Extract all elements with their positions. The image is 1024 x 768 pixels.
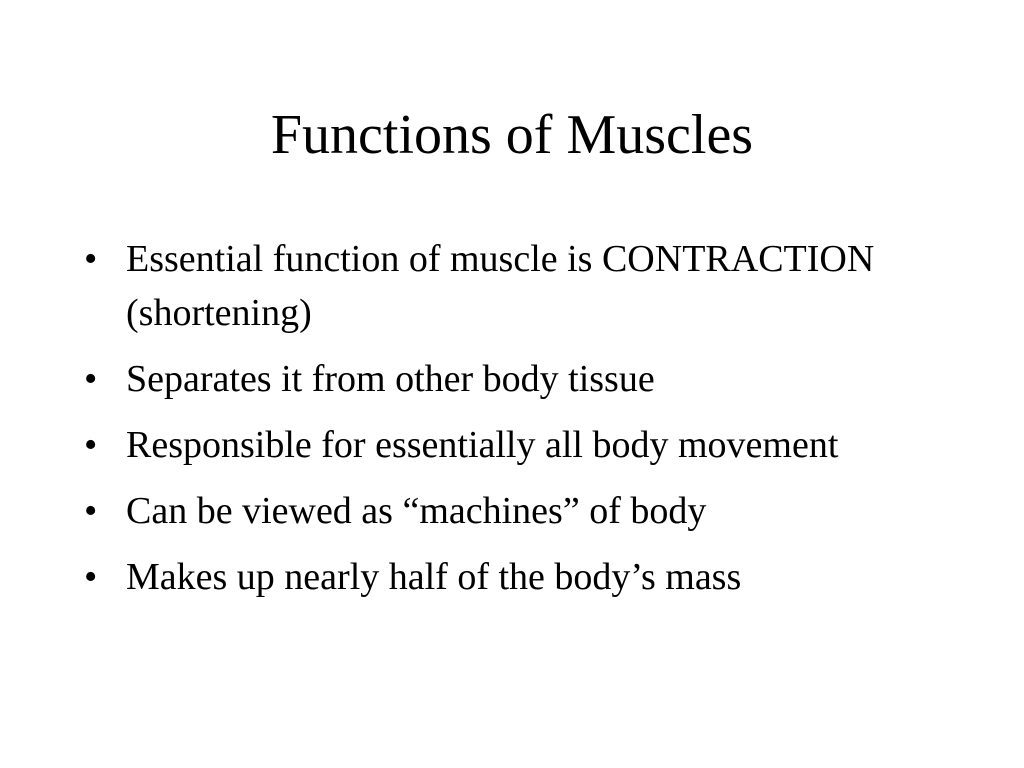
list-item: [84, 484, 944, 538]
bullet-text: Separates it from other body tissue: [126, 358, 655, 400]
bullet-text: Makes up nearly half of the body’s mass: [126, 556, 742, 598]
bullet-icon: •: [84, 238, 98, 280]
list-item: [84, 352, 944, 406]
bullet-icon: •: [84, 424, 98, 466]
bullet-text: Essential function of muscle is CONTRACTION (shortening): [126, 238, 875, 334]
bullet-list: [84, 232, 944, 616]
list-item: [84, 550, 944, 604]
bullet-icon: •: [84, 490, 98, 532]
bullet-icon: •: [84, 358, 98, 400]
slide-title: Functions of Muscles: [270, 104, 754, 166]
list-item: [84, 232, 944, 340]
bullet-text: Responsible for essentially all body movement: [126, 424, 839, 466]
bullet-text: Can be viewed as “machines” of body: [126, 490, 707, 532]
bullet-icon: •: [84, 556, 98, 598]
list-item: [84, 418, 944, 472]
